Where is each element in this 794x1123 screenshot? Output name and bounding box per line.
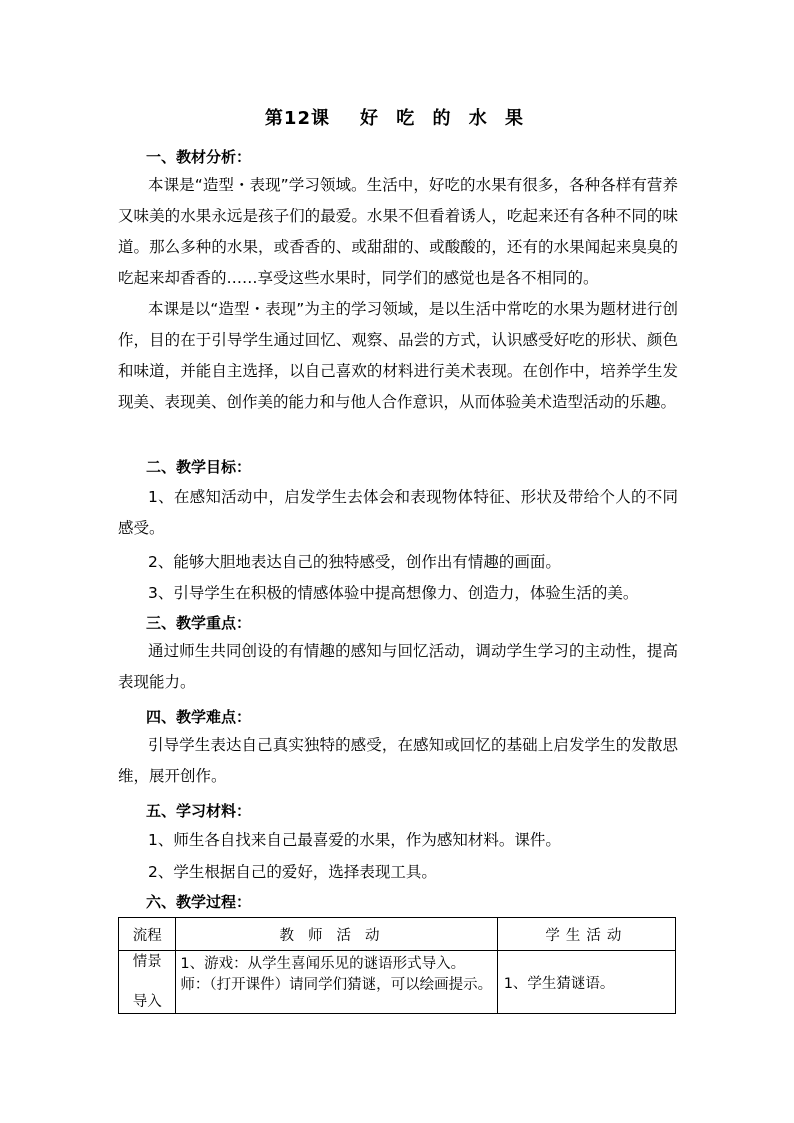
- stage-label-top: 情景: [132, 954, 162, 970]
- teacher-activity-line-1: 1、游戏：从学生喜闻乐见的谜语形式导入。: [180, 956, 466, 972]
- table-cell-stage: [119, 951, 176, 1014]
- lesson-name: 好 吃 的 水 果: [359, 108, 530, 129]
- difficulties-text: 引导学生表达自己真实独特的感受，在感知或回忆的基础上启发学生的发散思维，展开创作。: [118, 736, 678, 785]
- table-header-teacher: 教师活动: [176, 918, 497, 951]
- analysis-paragraph-1: 本课是“造型・表现”学习领域。生活中，好吃的水果有很多，各种各样有营养又味美的水果永远是孩子们的最爱。水果不但看着诱人，吃起来还有各种不同的味道。那么多种的水果，或香香的、或甜甜的、或酸酸的，还有的水果闻起来臭臭的吃起来却香香的……享受这些水果时，同学们的感觉也是各不相同的。: [118, 176, 678, 287]
- table-header-stage: 流程: [119, 918, 176, 951]
- table-cell-teacher: [176, 951, 497, 1014]
- process-table: [118, 917, 676, 1014]
- section-heading-difficulties: 四、教学难点：: [146, 708, 252, 726]
- goal-item-3: 3、引导学生在积极的情感体验中提高想像力、创造力，体验生活的美。: [148, 584, 639, 602]
- material-item-1: 1、师生各自找来自己最喜爱的水果，作为感知材料。课件。: [148, 831, 561, 849]
- key-points-text: 通过师生共同创设的有情趣的感知与回忆活动，调动学生学习的主动性，提高表现能力。: [118, 642, 678, 691]
- section-heading-analysis: 一、教材分析：: [146, 148, 252, 166]
- analysis-paragraph-2: 本课是以“造型・表现”为主的学习领域，是以生活中常吃的水果为题材进行创作，目的在于引导学生通过回忆、观察、品尝的方式，认识感受好吃的形状、颜色和味道，并能自主选择，以自己喜欢的材料进行美术表现。在创作中，培养学生发现美、表现美、创作美的能力和与他人合作意识，从而体验美术造型活动的乐趣。: [118, 300, 678, 411]
- material-item-2: 2、学生根据自己的爱好，选择表现工具。: [148, 863, 437, 881]
- section-heading-process: 六、教学过程：: [146, 893, 252, 911]
- section-heading-goals: 二、教学目标：: [146, 458, 252, 476]
- goal-item-2: 2、能够大胆地表达自己的独特感受，创作出有情趣的画面。: [148, 553, 561, 571]
- table-header-student: 学生活动: [497, 918, 675, 951]
- lesson-number: 第12课: [264, 108, 330, 129]
- section-heading-key-points: 三、教学重点：: [146, 614, 252, 632]
- stage-label-bottom: 导入: [132, 994, 162, 1010]
- table-header-row: [119, 918, 676, 951]
- page-title: [0, 104, 794, 130]
- table-cell-student: 1、学生猜谜语。: [497, 951, 675, 1014]
- table-row: [119, 951, 676, 1014]
- section-heading-materials: 五、学习材料：: [146, 802, 252, 820]
- goal-item-1: 1、在感知活动中，启发学生去体会和表现物体特征、形状及带给个人的不同感受。: [118, 488, 678, 537]
- teacher-activity-line-2: 师：（打开课件）请同学们猜谜，可以绘画提示。: [180, 977, 493, 993]
